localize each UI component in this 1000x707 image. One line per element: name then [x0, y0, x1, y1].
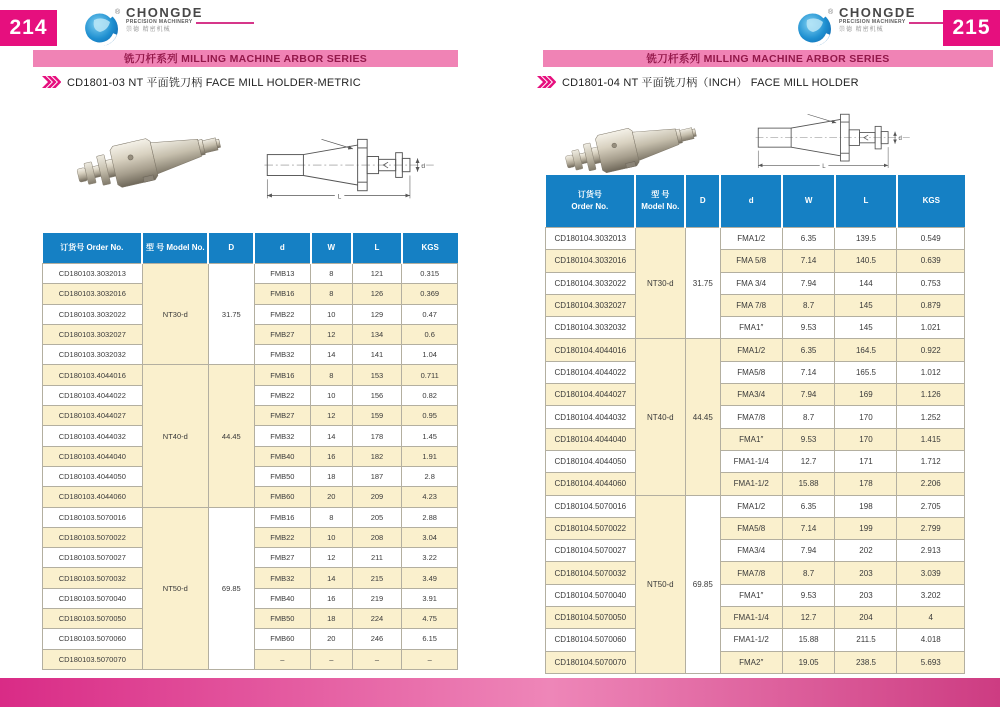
- table-cell: 211: [352, 548, 402, 568]
- table-cell: –: [311, 649, 353, 669]
- svg-text:®: ®: [828, 9, 834, 16]
- svg-text:®: ®: [115, 9, 121, 16]
- table-cell: 12: [311, 548, 353, 568]
- order-no-cell: CD180104.5070032: [546, 562, 636, 584]
- dim-label-d: d: [898, 136, 902, 143]
- table-cell: 4: [897, 607, 965, 629]
- table-cell: 14: [311, 426, 353, 446]
- table-cell: 121: [352, 264, 402, 284]
- table-cell: FMA 7/8: [720, 294, 782, 316]
- table-cell: 204: [835, 607, 897, 629]
- table-cell: 8: [311, 284, 353, 304]
- order-no-cell: CD180103.5070060: [43, 629, 143, 649]
- table-cell: 2.799: [897, 517, 965, 539]
- table-cell: 9.53: [782, 584, 835, 606]
- table-cell: FMA1-1/4: [720, 450, 782, 472]
- table-cell: FMA1″: [720, 584, 782, 606]
- table-row: [546, 473, 965, 495]
- table-cell: FMA7/8: [720, 562, 782, 584]
- table-cell: FMA1-1/2: [720, 629, 782, 651]
- table-row: [546, 562, 965, 584]
- table-cell: 10: [311, 527, 353, 547]
- table-cell: 8.7: [782, 562, 835, 584]
- dim-label-L: L: [337, 193, 342, 201]
- table-cell: FMA5/8: [720, 517, 782, 539]
- table-cell: FMB32: [254, 568, 310, 588]
- table-cell: 203: [835, 584, 897, 606]
- order-no-cell: CD180103.3032032: [43, 345, 143, 365]
- column-header: D: [685, 175, 720, 228]
- logo-name: CHONGDE: [839, 5, 916, 20]
- table-cell: 19.05: [782, 651, 835, 673]
- table-cell: 7.94: [782, 272, 835, 294]
- order-no-cell: CD180103.4044060: [43, 487, 143, 507]
- table-cell: 14: [311, 568, 353, 588]
- table-row: [546, 317, 965, 339]
- table-cell: 4.75: [402, 609, 458, 629]
- header-row: [546, 175, 965, 228]
- order-no-cell: CD180103.5070022: [43, 527, 143, 547]
- table-cell: 0.639: [897, 250, 965, 272]
- order-no-cell: CD180104.5070070: [546, 651, 636, 673]
- table-cell: FMA 3/4: [720, 272, 782, 294]
- column-header: D: [208, 233, 254, 264]
- model-no-cell: NT30-d: [635, 228, 685, 339]
- order-no-cell: CD180103.5070016: [43, 507, 143, 527]
- globe-logo-icon: [795, 6, 835, 48]
- table-cell: 1.252: [897, 406, 965, 428]
- table-cell: FMB16: [254, 284, 310, 304]
- table-cell: –: [352, 649, 402, 669]
- logo-chinese: 崇德 精密机械: [839, 27, 884, 33]
- table-cell: 0.369: [402, 284, 458, 304]
- table-cell: 7.94: [782, 540, 835, 562]
- table-cell: 219: [352, 588, 402, 608]
- table-cell: 0.879: [897, 294, 965, 316]
- order-no-cell: CD180103.5070032: [43, 568, 143, 588]
- spec-table: [42, 233, 458, 670]
- table-cell: 5.693: [897, 651, 965, 673]
- table-row: [43, 264, 458, 284]
- table-cell: 153: [352, 365, 402, 385]
- spec-table-inch: [545, 175, 965, 674]
- table-cell: 2.913: [897, 540, 965, 562]
- table-cell: 2.88: [402, 507, 458, 527]
- table-row: [546, 294, 965, 316]
- order-no-cell: CD180104.5070016: [546, 495, 636, 517]
- table-cell: 1.712: [897, 450, 965, 472]
- table-cell: 3.22: [402, 548, 458, 568]
- table-cell: FMA7/8: [720, 406, 782, 428]
- table-cell: 2.206: [897, 473, 965, 495]
- order-no-cell: CD180104.5070027: [546, 540, 636, 562]
- table-cell: 145: [835, 317, 897, 339]
- table-cell: FMB60: [254, 487, 310, 507]
- table-cell: 0.711: [402, 365, 458, 385]
- table-row: [546, 584, 965, 606]
- column-header: L: [835, 175, 897, 228]
- table-cell: 4.018: [897, 629, 965, 651]
- table-cell: FMB22: [254, 385, 310, 405]
- table-cell: 6.15: [402, 629, 458, 649]
- table-cell: 0.47: [402, 304, 458, 324]
- order-no-cell: CD180104.5070060: [546, 629, 636, 651]
- table-cell: FMB13: [254, 264, 310, 284]
- order-no-cell: CD180104.5070050: [546, 607, 636, 629]
- table-cell: 140.5: [835, 250, 897, 272]
- order-no-cell: CD180104.3032016: [546, 250, 636, 272]
- table-row: [546, 495, 965, 517]
- spec-table: [545, 175, 965, 674]
- column-header: d: [720, 175, 782, 228]
- table-row: [546, 272, 965, 294]
- order-no-cell: CD180104.3032027: [546, 294, 636, 316]
- diameter-d-cell: 31.75: [208, 264, 254, 365]
- product-title: CD1801-04 NT 平面铣刀柄（INCH） FACE MILL HOLDER: [562, 77, 859, 89]
- order-no-cell: CD180104.4044060: [546, 473, 636, 495]
- table-cell: 1.91: [402, 446, 458, 466]
- table-row: [43, 507, 458, 527]
- chevrons-icon: [42, 76, 61, 88]
- table-row: [546, 517, 965, 539]
- diameter-d-cell: 44.45: [208, 365, 254, 507]
- table-cell: 15.88: [782, 473, 835, 495]
- spec-table-metric: [42, 233, 458, 670]
- table-cell: 1.021: [897, 317, 965, 339]
- order-no-cell: CD180103.4044027: [43, 406, 143, 426]
- table-cell: FMB32: [254, 426, 310, 446]
- product-title: CD1801-03 NT 平面铣刀柄 FACE MILL HOLDER-METRIC: [67, 77, 361, 89]
- order-no-cell: CD180103.3032022: [43, 304, 143, 324]
- table-cell: FMA5/8: [720, 361, 782, 383]
- table-cell: 0.6: [402, 324, 458, 344]
- table-cell: 208: [352, 527, 402, 547]
- table-cell: 224: [352, 609, 402, 629]
- table-cell: FMB40: [254, 446, 310, 466]
- table-cell: 6.35: [782, 495, 835, 517]
- table-row: [546, 406, 965, 428]
- diameter-d-cell: 31.75: [685, 228, 720, 339]
- table-cell: 1.415: [897, 428, 965, 450]
- table-cell: FMB50: [254, 466, 310, 486]
- logo-accent-line: [196, 22, 254, 24]
- table-cell: 18: [311, 466, 353, 486]
- logo-subtitle: PRECISION MACHINERY: [839, 19, 906, 25]
- table-cell: FMA1-1/2: [720, 473, 782, 495]
- column-header: 型 号 Model No.: [635, 175, 685, 228]
- dim-label-L: L: [822, 163, 826, 170]
- table-cell: 6.35: [782, 339, 835, 361]
- chevrons-icon: [537, 76, 556, 88]
- table-cell: 15.88: [782, 629, 835, 651]
- table-cell: FMB40: [254, 588, 310, 608]
- order-no-cell: CD180104.4044050: [546, 450, 636, 472]
- table-cell: 238.5: [835, 651, 897, 673]
- table-cell: 16: [311, 588, 353, 608]
- table-cell: 9.53: [782, 428, 835, 450]
- table-cell: 3.202: [897, 584, 965, 606]
- table-cell: 12: [311, 324, 353, 344]
- table-row: [43, 365, 458, 385]
- table-cell: 165.5: [835, 361, 897, 383]
- order-no-cell: CD180103.4044050: [43, 466, 143, 486]
- table-cell: 144: [835, 272, 897, 294]
- product-photo: [68, 98, 243, 218]
- table-cell: 8: [311, 365, 353, 385]
- table-cell: 187: [352, 466, 402, 486]
- table-cell: 205: [352, 507, 402, 527]
- order-no-cell: CD180103.4044016: [43, 365, 143, 385]
- table-cell: 139.5: [835, 228, 897, 250]
- table-cell: 8.7: [782, 294, 835, 316]
- model-no-cell: NT30-d: [142, 264, 208, 365]
- table-cell: 12: [311, 406, 353, 426]
- table-cell: 8.7: [782, 406, 835, 428]
- table-cell: 0.753: [897, 272, 965, 294]
- brand-logo: [82, 6, 254, 48]
- table-cell: FMA3/4: [720, 384, 782, 406]
- table-cell: FMA1/2: [720, 339, 782, 361]
- order-no-cell: CD180103.5070040: [43, 588, 143, 608]
- table-cell: 6.35: [782, 228, 835, 250]
- table-cell: –: [254, 649, 310, 669]
- table-cell: 12.7: [782, 607, 835, 629]
- table-row: [546, 361, 965, 383]
- page-number: 214: [0, 10, 57, 46]
- model-no-cell: NT40-d: [142, 365, 208, 507]
- series-banner: 铣刀杆系列 MILLING MACHINE ARBOR SERIES: [33, 50, 458, 67]
- globe-logo-icon: [82, 6, 122, 48]
- table-cell: FMB27: [254, 324, 310, 344]
- table-row: [546, 540, 965, 562]
- table-cell: 0.922: [897, 339, 965, 361]
- table-cell: 16: [311, 446, 353, 466]
- table-cell: 164.5: [835, 339, 897, 361]
- order-no-cell: CD180103.4044040: [43, 446, 143, 466]
- table-cell: 0.95: [402, 406, 458, 426]
- table-cell: 2.8: [402, 466, 458, 486]
- logo-subtitle: PRECISION MACHINERY: [126, 19, 193, 25]
- table-cell: 3.04: [402, 527, 458, 547]
- series-banner: 铣刀杆系列 MILLING MACHINE ARBOR SERIES: [543, 50, 993, 67]
- table-cell: 7.14: [782, 361, 835, 383]
- table-cell: 1.04: [402, 345, 458, 365]
- order-no-cell: CD180103.5070050: [43, 609, 143, 629]
- table-cell: 18: [311, 609, 353, 629]
- column-header: W: [311, 233, 353, 264]
- table-cell: FMB50: [254, 609, 310, 629]
- diameter-d-cell: 69.85: [208, 507, 254, 669]
- table-cell: FMA1/2: [720, 228, 782, 250]
- order-no-cell: CD180103.5070027: [43, 548, 143, 568]
- table-cell: FMA1″: [720, 317, 782, 339]
- table-cell: 134: [352, 324, 402, 344]
- table-cell: 211.5: [835, 629, 897, 651]
- table-row: [546, 450, 965, 472]
- table-row: [546, 607, 965, 629]
- table-cell: 145: [835, 294, 897, 316]
- technical-drawing: [258, 127, 443, 205]
- table-cell: 170: [835, 406, 897, 428]
- column-header: KGS: [897, 175, 965, 228]
- table-row: [546, 339, 965, 361]
- table-cell: 3.49: [402, 568, 458, 588]
- table-cell: FMB27: [254, 406, 310, 426]
- order-no-cell: CD180104.3032032: [546, 317, 636, 339]
- table-cell: FMA2″: [720, 651, 782, 673]
- table-cell: 7.94: [782, 384, 835, 406]
- footer-bar: [0, 678, 1000, 707]
- table-cell: 7.14: [782, 517, 835, 539]
- table-cell: FMB16: [254, 507, 310, 527]
- table-cell: 141: [352, 345, 402, 365]
- column-header: L: [352, 233, 402, 264]
- table-cell: FMB22: [254, 527, 310, 547]
- order-no-cell: CD180104.4044040: [546, 428, 636, 450]
- table-cell: 0.82: [402, 385, 458, 405]
- order-no-cell: CD180103.3032013: [43, 264, 143, 284]
- order-no-cell: CD180103.5070070: [43, 649, 143, 669]
- table-cell: 8: [311, 264, 353, 284]
- table-cell: 1.012: [897, 361, 965, 383]
- table-cell: 7.14: [782, 250, 835, 272]
- order-no-cell: CD180104.5070040: [546, 584, 636, 606]
- table-cell: 199: [835, 517, 897, 539]
- table-cell: 1.45: [402, 426, 458, 446]
- table-row: [546, 228, 965, 250]
- table-cell: 182: [352, 446, 402, 466]
- column-header: 型 号 Model No.: [142, 233, 208, 264]
- table-row: [546, 651, 965, 673]
- table-cell: 20: [311, 629, 353, 649]
- logo-name: CHONGDE: [126, 5, 203, 20]
- table-cell: FMB16: [254, 365, 310, 385]
- table-cell: FMB22: [254, 304, 310, 324]
- table-cell: 170: [835, 428, 897, 450]
- table-cell: 215: [352, 568, 402, 588]
- table-cell: 126: [352, 284, 402, 304]
- logo-chinese: 崇德 精密机械: [126, 27, 171, 33]
- table-cell: FMB27: [254, 548, 310, 568]
- table-cell: 8: [311, 507, 353, 527]
- order-no-cell: CD180104.3032022: [546, 272, 636, 294]
- table-cell: FMA 5/8: [720, 250, 782, 272]
- header-row: [43, 233, 458, 264]
- table-cell: 12.7: [782, 450, 835, 472]
- table-cell: FMA3/4: [720, 540, 782, 562]
- table-cell: FMA1-1/4: [720, 607, 782, 629]
- column-header: 订货号 Order No.: [546, 175, 636, 228]
- table-cell: 198: [835, 495, 897, 517]
- order-no-cell: CD180104.4044032: [546, 406, 636, 428]
- order-no-cell: CD180104.4044016: [546, 339, 636, 361]
- table-cell: 171: [835, 450, 897, 472]
- product-title-row: [537, 74, 859, 90]
- table-row: [546, 384, 965, 406]
- table-cell: 0.315: [402, 264, 458, 284]
- order-no-cell: CD180103.3032016: [43, 284, 143, 304]
- table-cell: 20: [311, 487, 353, 507]
- technical-drawing: [750, 103, 918, 174]
- table-cell: 159: [352, 406, 402, 426]
- order-no-cell: CD180103.4044032: [43, 426, 143, 446]
- table-cell: 209: [352, 487, 402, 507]
- table-cell: 4.23: [402, 487, 458, 507]
- diameter-d-cell: 69.85: [685, 495, 720, 673]
- order-no-cell: CD180103.4044022: [43, 385, 143, 405]
- order-no-cell: CD180104.3032013: [546, 228, 636, 250]
- model-no-cell: NT40-d: [635, 339, 685, 495]
- order-no-cell: CD180104.5070022: [546, 517, 636, 539]
- page-number: 215: [943, 10, 1000, 46]
- product-title-row: [42, 74, 361, 90]
- table-cell: FMA1/2: [720, 495, 782, 517]
- table-cell: FMB60: [254, 629, 310, 649]
- model-no-cell: NT50-d: [635, 495, 685, 673]
- table-cell: 178: [352, 426, 402, 446]
- table-cell: 2.705: [897, 495, 965, 517]
- column-header: W: [782, 175, 835, 228]
- column-header: KGS: [402, 233, 458, 264]
- diameter-d-cell: 44.45: [685, 339, 720, 495]
- table-cell: 129: [352, 304, 402, 324]
- table-cell: 1.126: [897, 384, 965, 406]
- table-cell: 14: [311, 345, 353, 365]
- table-cell: 202: [835, 540, 897, 562]
- dim-label-d: d: [421, 162, 426, 170]
- table-cell: 3.91: [402, 588, 458, 608]
- table-cell: 178: [835, 473, 897, 495]
- table-cell: 156: [352, 385, 402, 405]
- table-cell: 10: [311, 304, 353, 324]
- order-no-cell: CD180104.4044022: [546, 361, 636, 383]
- table-cell: FMB32: [254, 345, 310, 365]
- table-cell: 203: [835, 562, 897, 584]
- order-no-cell: CD180104.4044027: [546, 384, 636, 406]
- column-header: 订货号 Order No.: [43, 233, 143, 264]
- table-row: [546, 250, 965, 272]
- order-no-cell: CD180103.3032027: [43, 324, 143, 344]
- table-cell: 0.549: [897, 228, 965, 250]
- model-no-cell: NT50-d: [142, 507, 208, 669]
- table-cell: 10: [311, 385, 353, 405]
- column-header: d: [254, 233, 310, 264]
- table-cell: FMA1″: [720, 428, 782, 450]
- table-cell: 246: [352, 629, 402, 649]
- table-cell: 3.039: [897, 562, 965, 584]
- table-cell: 9.53: [782, 317, 835, 339]
- table-row: [546, 629, 965, 651]
- table-cell: 169: [835, 384, 897, 406]
- table-row: [546, 428, 965, 450]
- table-cell: –: [402, 649, 458, 669]
